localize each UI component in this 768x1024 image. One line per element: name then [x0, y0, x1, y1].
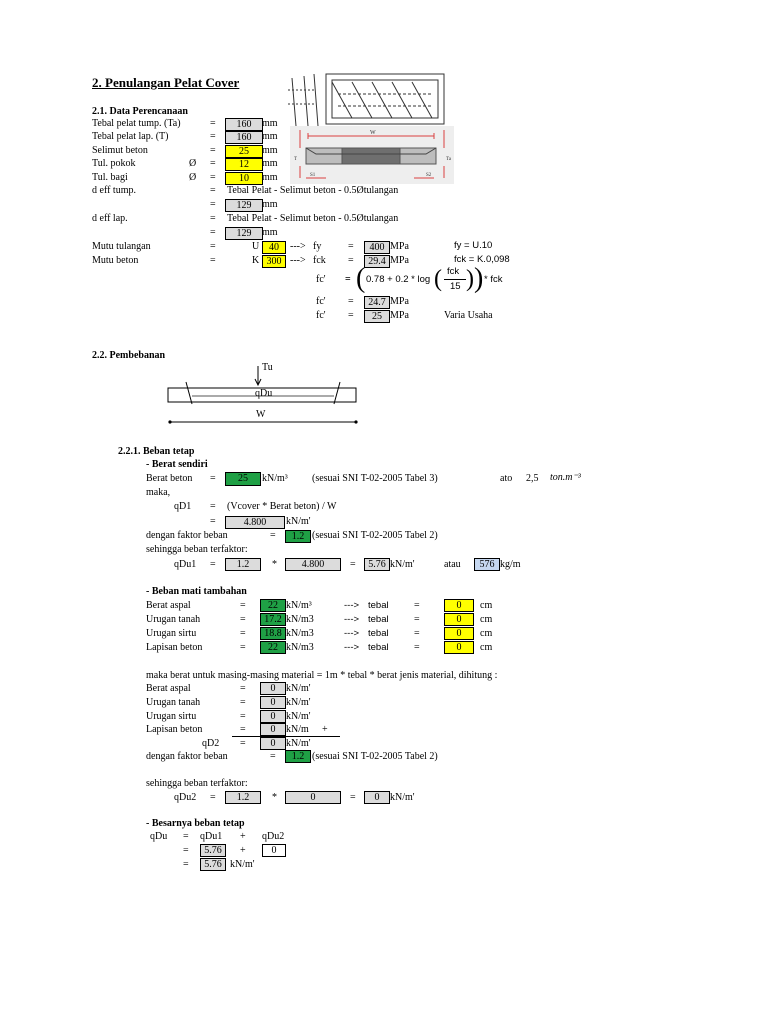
unit: kN/m [286, 724, 309, 735]
varia-usaha: Varia Usaha [444, 310, 493, 321]
sni-tabel-2: (sesuai SNI T-02-2005 Tabel 2) [312, 530, 438, 541]
unit: mm [262, 131, 278, 142]
fck-note: fck = K.0,098 [454, 254, 510, 265]
sehingga-label: sehingga beban terfaktor: [146, 778, 248, 789]
unit: cm [480, 614, 493, 625]
fck-label: fck [313, 255, 326, 266]
equals: = [414, 628, 420, 639]
unit: kN/m' [230, 859, 255, 870]
qdu2-factor[interactable]: 1.2 [225, 791, 261, 804]
fc1-value[interactable]: 24.7 [364, 296, 390, 309]
atau-label: atau [444, 559, 461, 570]
equals: = [210, 199, 216, 210]
deff-tump-value[interactable]: 129 [225, 199, 263, 212]
qd1-value[interactable]: 4.800 [225, 516, 285, 529]
berat-value[interactable]: 0 [260, 710, 286, 723]
fig-s2-label: S2 [426, 173, 432, 178]
page-title: 2. Penulangan Pelat Cover [92, 75, 240, 90]
equals: = [350, 559, 356, 570]
equals: = [348, 255, 354, 266]
qdu1-factor[interactable]: 1.2 [225, 558, 261, 571]
section-2-1-heading: 2.1. Data Perencanaan [92, 106, 188, 117]
berat-value[interactable]: 0 [260, 682, 286, 695]
unit: kN/m' [390, 792, 415, 803]
equals: = [210, 158, 216, 169]
berat-label: Urugan sirtu [146, 711, 197, 722]
tebal-label: tebal [368, 642, 389, 653]
mutu-beton-label: Mutu beton [92, 255, 139, 266]
equals: = [210, 185, 216, 196]
fig-w-label: W [370, 130, 376, 136]
row-label: Tebal pelat lap. (T) [92, 131, 169, 142]
tebal-label: tebal [368, 628, 389, 639]
mati-label: Urugan sirtu [146, 628, 197, 639]
equals: = [210, 501, 216, 512]
unit: MPa [390, 241, 409, 252]
equals: = [270, 530, 276, 541]
unit: kN/m3 [286, 642, 314, 653]
qd1-formula: (Vcover * Berat beton) / W [227, 501, 337, 512]
tebal-value[interactable]: 0 [444, 613, 474, 626]
times: * [272, 792, 277, 803]
besarnya-beban-heading: - Besarnya beban tetap [146, 818, 245, 829]
section-2-2-1-heading: 2.2.1. Beban tetap [118, 446, 195, 457]
row-label: Selimut beton [92, 145, 148, 156]
equals: = [348, 296, 354, 307]
qdu2-term: qDu2 [262, 831, 285, 842]
equals: = [210, 131, 216, 142]
selimut-value[interactable]: 25 [225, 145, 263, 158]
unit: kN/m³ [262, 473, 288, 484]
equals: = [210, 792, 216, 803]
equals: = [240, 628, 246, 639]
fig-ta-label: Ta [446, 157, 451, 162]
arrow: ---> [344, 642, 360, 653]
equals: = [414, 614, 420, 625]
berat-label: Lapisan beton [146, 724, 203, 735]
equals: = [210, 213, 216, 224]
formula-num: fck [447, 266, 460, 277]
arrow: ---> [290, 241, 306, 252]
unit: cm [480, 600, 493, 611]
fck-value[interactable]: 29.4 [364, 255, 390, 268]
row-label: Tul. pokok [92, 158, 136, 169]
formula-tail: * fck [484, 274, 503, 285]
tu-label: Tu [262, 362, 273, 373]
ato-label: ato [500, 473, 513, 484]
formula-inner: 0.78 + 0.2 * log [366, 274, 431, 285]
fc-label: fc' [316, 310, 326, 321]
tebal-label: tebal [368, 614, 389, 625]
equals: = [240, 600, 246, 611]
qdu1-term: qDu1 [200, 831, 223, 842]
equals: = [210, 227, 216, 238]
equals: = [210, 172, 216, 183]
unit: mm [262, 199, 278, 210]
unit: mm [262, 227, 278, 238]
berat-value[interactable]: 0 [260, 723, 286, 736]
unit: kN/m' [390, 559, 415, 570]
unit: cm [480, 642, 493, 653]
qdu1-load[interactable]: 4.800 [285, 558, 341, 571]
equals: = [414, 600, 420, 611]
berat-beton-value[interactable]: 25 [225, 472, 261, 486]
berat-label: Urugan tanah [146, 697, 201, 708]
equals: = [210, 255, 216, 266]
qdu1-result[interactable]: 5.76 [364, 558, 390, 571]
qdu2-label: qDu2 [174, 792, 197, 803]
deff-lap-label: d eff lap. [92, 213, 128, 224]
equals: = [414, 642, 420, 653]
times: * [272, 559, 277, 570]
unit: mm [262, 158, 278, 169]
beban-mati-heading: - Beban mati tambahan [146, 586, 247, 597]
unit: mm [262, 118, 278, 129]
equals: = [240, 697, 246, 708]
faktor-beban-value[interactable]: 1.2 [285, 530, 311, 543]
mati-value[interactable]: 18.8 [260, 627, 286, 640]
material-note: maka berat untuk masing-masing material = 1m * tebal * berat jenis material, dihitung : [146, 670, 498, 681]
equals: = [183, 831, 189, 842]
qd2-label: qD2 [202, 738, 220, 749]
sehingga-label: sehingga beban terfaktor: [146, 544, 248, 555]
qdu2-load[interactable]: 0 [285, 791, 341, 804]
qdu-label: qDu [255, 388, 273, 399]
mati-label: Lapisan beton [146, 642, 203, 653]
equals: = [210, 118, 216, 129]
equals: = [350, 792, 356, 803]
fc-label: fc' [316, 296, 326, 307]
unit: kN/m3 [286, 614, 314, 625]
berat-value[interactable]: 0 [260, 696, 286, 709]
row-label: Tul. bagi [92, 172, 128, 183]
mutu-tulangan-label: Mutu tulangan [92, 241, 151, 252]
paren-left: ( [356, 263, 366, 294]
faktor-beban-2-value[interactable]: 1.2 [285, 750, 311, 763]
unit: MPa [390, 296, 409, 307]
deff-tump-label: d eff tump. [92, 185, 136, 196]
row-label: Tebal pelat tump. (Ta) [92, 118, 181, 129]
sum-line [232, 736, 340, 737]
unit: MPa [390, 255, 409, 266]
berat-beton-label: Berat beton [146, 473, 193, 484]
tebal-value[interactable]: 0 [444, 627, 474, 640]
w-label: W [256, 409, 266, 420]
qdu-sum-1[interactable]: 5.76 [200, 844, 226, 857]
unit: kN/m³ [286, 600, 312, 611]
unit: kN/m3 [286, 628, 314, 639]
unit: kN/m' [286, 711, 311, 722]
plus: + [240, 845, 246, 856]
unit: mm [262, 172, 278, 183]
unit: mm [262, 145, 278, 156]
qd1-label: qD1 [174, 501, 192, 512]
unit: kN/m' [286, 683, 311, 694]
equals: = [348, 241, 354, 252]
diameter-symbol: Ø [189, 172, 197, 183]
sni-tabel-2: (sesuai SNI T-02-2005 Tabel 2) [312, 751, 438, 762]
ton-unit: ton.m⁻³ [550, 472, 581, 483]
tul-pokok-value[interactable]: 12 [225, 158, 263, 171]
unit: kg/m [500, 559, 521, 570]
equals: = [210, 241, 216, 252]
unit: cm [480, 628, 493, 639]
diameter-symbol: Ø [189, 158, 197, 169]
equals: = [348, 310, 354, 321]
equals: = [240, 738, 246, 749]
rebar-drawing [286, 70, 456, 186]
fc2-value[interactable]: 25 [364, 310, 390, 323]
equals: = [183, 845, 189, 856]
unit: kN/m' [286, 697, 311, 708]
unit: kN/m' [286, 516, 311, 527]
qdu-total-value[interactable]: 5.76 [200, 858, 226, 871]
equals: = [210, 473, 216, 484]
qdu1-label: qDu1 [174, 559, 197, 570]
mati-value[interactable]: 22 [260, 641, 286, 654]
fig-t-label: T [294, 157, 298, 162]
equals: = [210, 145, 216, 156]
faktor-beban-label: dengan faktor beban [146, 751, 228, 762]
deff-lap-formula: Tebal Pelat - Selimut beton - 0.5Øtulangan [227, 213, 399, 224]
tebal-value[interactable]: 0 [444, 641, 474, 654]
equals: = [240, 614, 246, 625]
mutu-tul-value[interactable]: 40 [262, 241, 286, 254]
section-2-2-heading: 2.2. Pembebanan [92, 350, 166, 361]
unit: kN/m' [286, 738, 311, 749]
deff-lap-value[interactable]: 129 [225, 227, 263, 240]
qdu2-result[interactable]: 0 [364, 791, 390, 804]
fy-note: fy = U.10 [454, 240, 493, 251]
qdu-total-label: qDu [150, 831, 168, 842]
tul-bagi-value[interactable]: 10 [225, 172, 263, 185]
qdu1-kg-value[interactable]: 576 [474, 558, 500, 571]
fy-value[interactable]: 400 [364, 241, 390, 254]
arrow: ---> [290, 255, 306, 266]
tebal-lap-value[interactable]: 160 [225, 131, 263, 144]
paren-right-inner: ) [466, 266, 474, 292]
fy-label: fy [313, 241, 322, 252]
berat-sendiri-heading: - Berat sendiri [146, 459, 208, 470]
deff-tump-formula: Tebal Pelat - Selimut beton - 0.5Øtulangan [227, 185, 399, 196]
equals: = [270, 751, 276, 762]
mati-label: Urugan tanah [146, 614, 201, 625]
arrow: ---> [344, 614, 360, 625]
berat-label: Berat aspal [146, 683, 191, 694]
formula-den: 15 [450, 281, 461, 292]
equals: = [210, 559, 216, 570]
equals: = [210, 516, 216, 527]
fc-label: fc' [316, 274, 326, 285]
tebal-label: tebal [368, 600, 389, 611]
qdu-sum-2[interactable]: 0 [262, 844, 286, 857]
plus: + [322, 724, 328, 735]
tebal-tump-value[interactable]: 160 [225, 118, 263, 131]
sni-tabel-3: (sesuai SNI T-02-2005 Tabel 3) [312, 473, 438, 484]
equals: = [240, 642, 246, 653]
maka-label: maka, [146, 487, 171, 498]
mati-value[interactable]: 22 [260, 599, 286, 612]
unit: MPa [390, 310, 409, 321]
qd2-value[interactable]: 0 [260, 737, 286, 750]
arrow: ---> [344, 628, 360, 639]
fraction-line [444, 279, 466, 280]
paren-right: ) [474, 263, 484, 294]
equals: = [240, 683, 246, 694]
mati-value[interactable]: 17.2 [260, 613, 286, 626]
ato-value: 2,5 [526, 473, 539, 484]
mutu-beton-value[interactable]: 300 [262, 255, 286, 268]
mutu-tul-prefix: U [252, 241, 260, 252]
paren-left-inner: ( [434, 266, 442, 292]
faktor-beban-label: dengan faktor beban [146, 530, 228, 541]
mutu-beton-prefix: K [252, 255, 260, 266]
arrow: ---> [344, 600, 360, 611]
equals: = [183, 859, 189, 870]
plus: + [240, 831, 246, 842]
tebal-value[interactable]: 0 [444, 599, 474, 612]
equals: = [240, 724, 246, 735]
equals: = [240, 711, 246, 722]
equals: = [345, 274, 351, 285]
mati-label: Berat aspal [146, 600, 191, 611]
fig-s1-label: S1 [310, 173, 316, 178]
